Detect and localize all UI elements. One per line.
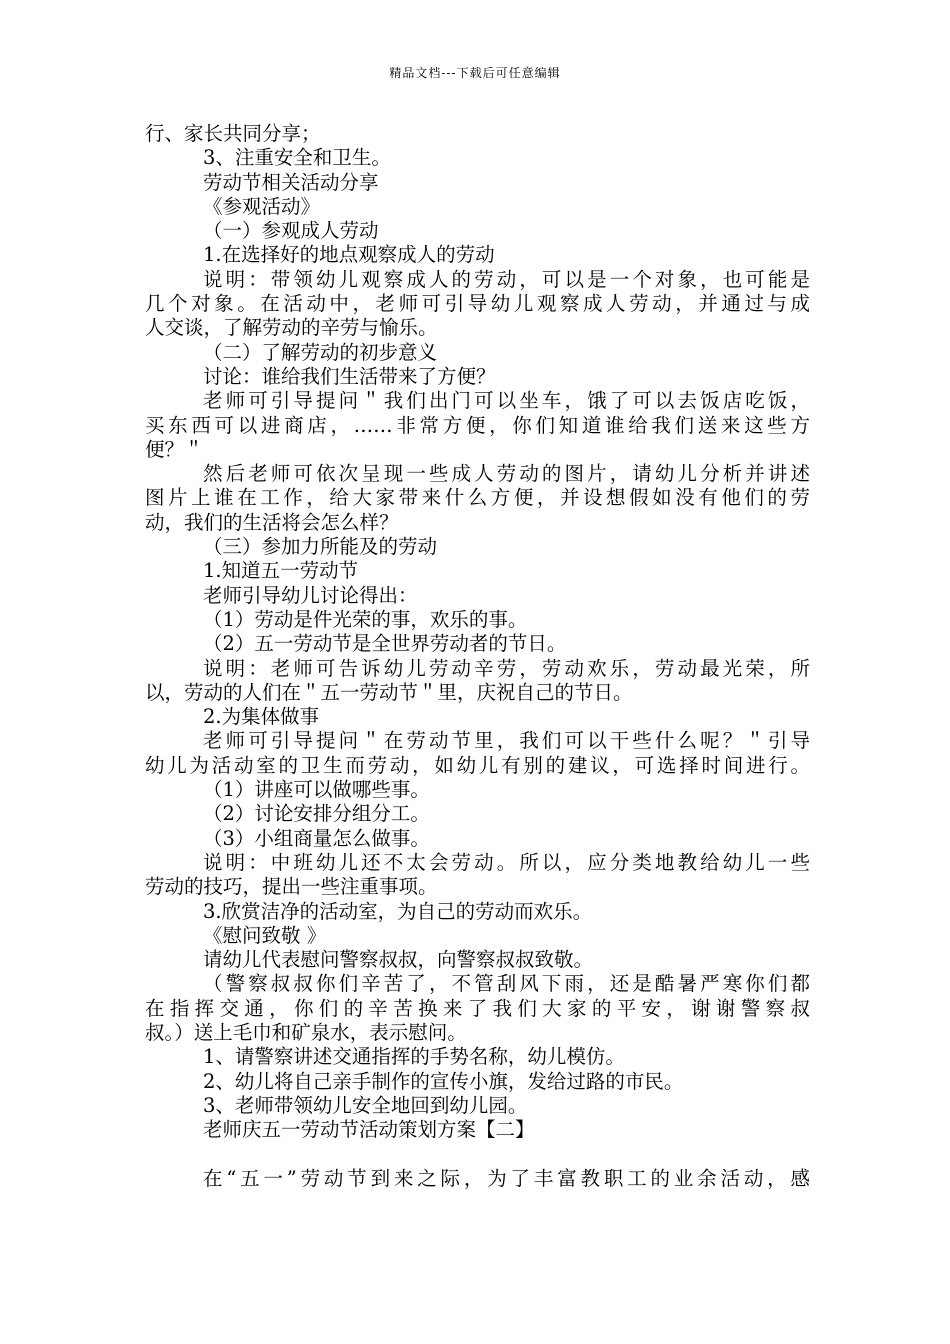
list-item: 2、幼儿将自己亲手制作的宣传小旗，发给过路的市民。 <box>203 1069 684 1093</box>
list-item: （2）五一劳动节是全世界劳动者的节日。 <box>203 632 567 656</box>
paragraph-line: 老师可引导提问＂在劳动节里，我们可以干些什么呢？＂引导 <box>203 729 810 753</box>
section-heading: 老师庆五一劳动节活动策划方案【二】 <box>203 1118 535 1142</box>
list-item: （1）讲座可以做哪些事。 <box>203 778 430 802</box>
paragraph-line: 1.在选择好的地点观察成人的劳动 <box>203 243 495 267</box>
paragraph-line: 老师可引导提问＂我们出门可以坐车，饿了可以去饭店吃饭， <box>203 389 810 413</box>
blank-line <box>145 1142 810 1166</box>
paragraph-line: 在指挥交通，你们的辛苦换来了我们大家的平安，谢谢警察叔 <box>145 996 810 1020</box>
subsection-heading: （一）参观成人劳动 <box>203 219 379 243</box>
section-heading: 劳动节相关活动分享 <box>203 170 379 194</box>
paragraph-line: 讨论：谁给我们生活带来了方便？ <box>203 364 496 388</box>
paragraph-line: 叔。）送上毛巾和矿泉水，表示慰问。 <box>145 1020 467 1044</box>
section-heading: 《参观活动》 <box>203 194 321 218</box>
subsection-heading: （二）了解劳动的初步意义 <box>203 340 438 364</box>
list-item: （2）讨论安排分组分工。 <box>203 802 430 826</box>
list-item: 1、请警察讲述交通指挥的手势名称，幼儿模仿。 <box>203 1045 625 1069</box>
paragraph-line: 以，劳动的人们在＂五一劳动节＂里，庆祝自己的节日。 <box>145 680 633 704</box>
paragraph-line: 说明：老师可告诉幼儿劳动辛劳，劳动欢乐，劳动最光荣，所 <box>203 656 810 680</box>
paragraph-line: 2.为集体做事 <box>203 705 320 729</box>
paragraph-line: 劳动的技巧，提出一些注重事项。 <box>145 875 438 899</box>
paragraph-line: 买东西可以进商店，……非常方便，你们知道谁给我们送来这些方 <box>145 413 810 437</box>
subsection-heading: （三）参加力所能及的劳动 <box>203 535 438 559</box>
paragraph-line: 幼儿为活动室的卫生而劳动，如幼儿有别的建议，可选择时间进行。 <box>145 753 810 777</box>
document-body <box>145 122 810 1191</box>
paragraph-line: 行、家长共同分享； <box>145 122 321 145</box>
paragraph-line: 说明：中班幼儿还不太会劳动。所以，应分类地教给幼儿一些 <box>203 850 810 874</box>
paragraph-line: 人交谈，了解劳动的辛劳与愉乐。 <box>145 316 438 340</box>
paragraph-line: 3.欣赏洁净的活动室，为自己的劳动而欢乐。 <box>203 899 593 923</box>
paragraph-line: 然后老师可依次呈现一些成人劳动的图片，请幼儿分析并讲述 <box>203 462 810 486</box>
paragraph-line: 说明：带领幼儿观察成人的劳动，可以是一个对象，也可能是 <box>203 267 810 291</box>
paragraph-line: 3、注重安全和卫生。 <box>203 146 391 170</box>
page-header: 精品文档---下载后可任意编辑 <box>389 66 561 80</box>
paragraph-line: 动，我们的生活将会怎么样？ <box>145 510 399 534</box>
paragraph-line: 图片上谁在工作，给大家带来什么方便，并设想假如没有他们的劳 <box>145 486 810 510</box>
list-item: （1）劳动是件光荣的事，欢乐的事。 <box>203 607 528 631</box>
list-item: 3、老师带领幼儿安全地回到幼儿园。 <box>203 1093 528 1117</box>
paragraph-line: 几个对象。在活动中，老师可引导幼儿观察成人劳动，并通过与成 <box>145 292 810 316</box>
paragraph-line: 老师引导幼儿讨论得出： <box>203 583 418 607</box>
paragraph-line: （警察叔叔你们辛苦了，不管刮风下雨，还是酷暑严寒你们都 <box>203 972 810 996</box>
list-item: （3）小组商量怎么做事。 <box>203 826 430 850</box>
section-heading: 《慰问致敬 》 <box>203 923 327 947</box>
paragraph-line: 1.知道五一劳动节 <box>203 559 359 583</box>
paragraph-line: 便？＂ <box>145 437 204 461</box>
paragraph-line: 在“五一”劳动节到来之际，为了丰富教职工的业余活动，感 <box>203 1166 810 1190</box>
paragraph-line: 请幼儿代表慰问警察叔叔，向警察叔叔致敬。 <box>203 948 594 972</box>
